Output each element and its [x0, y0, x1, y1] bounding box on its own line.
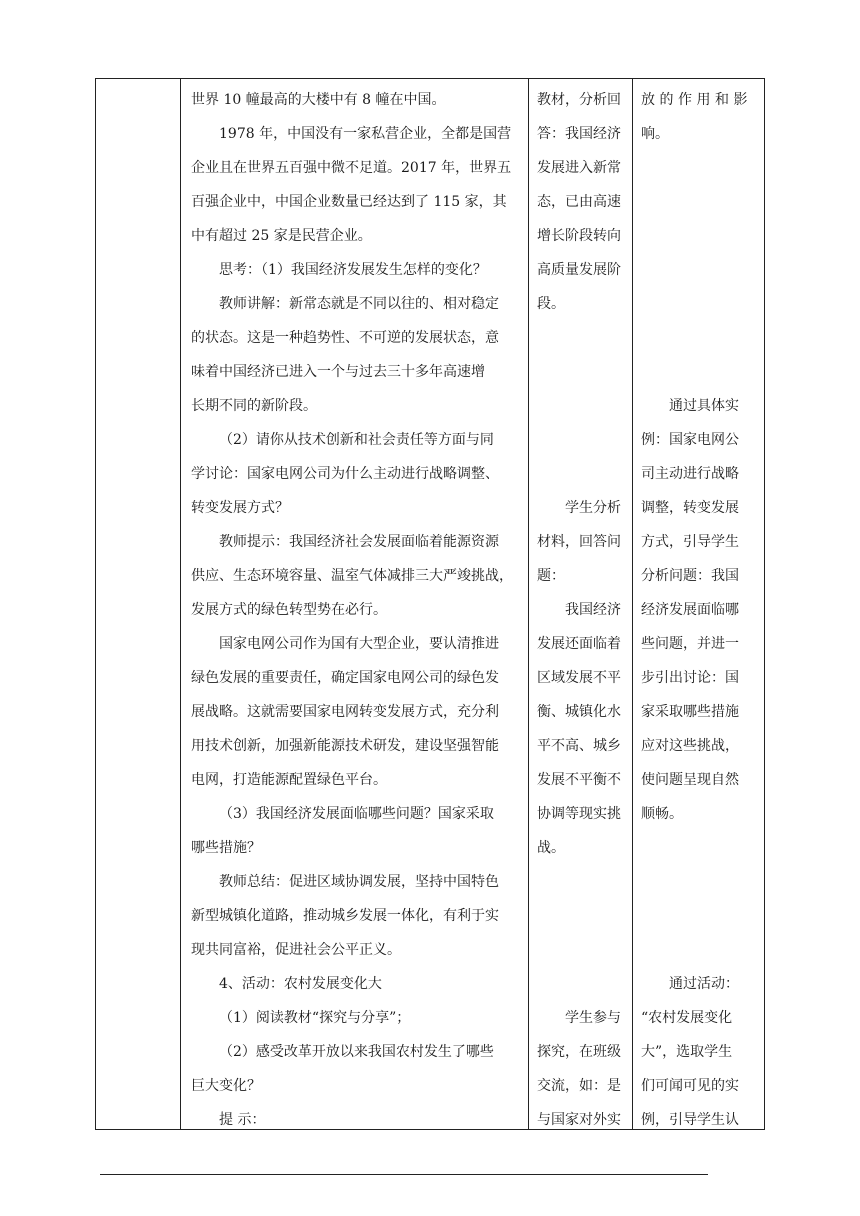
- text-line: 国家电网公司作为国有大型企业，要认清推进: [219, 636, 499, 652]
- text-line: 探究，在班级: [537, 1044, 621, 1060]
- text-line: 思考：（1）我国经济发展发生怎样的变化？: [219, 262, 487, 278]
- text-line: 调整，转变发展: [641, 500, 739, 516]
- text-line: 用技术创新，加强新能源技术研发，建设坚强智能: [191, 738, 499, 754]
- text-line: 步引出讨论：国: [641, 670, 739, 686]
- text-line: 哪些措施？: [191, 840, 261, 856]
- lesson-plan-table: [95, 78, 765, 1130]
- text-line: 巨大变化？: [191, 1078, 261, 1094]
- text-line: 教师讲解：新常态就是不同以往的、相对稳定: [219, 296, 499, 312]
- text-line: 提 示：: [219, 1112, 266, 1128]
- blank-column: [96, 79, 180, 1129]
- text-line: 战。: [537, 840, 565, 856]
- text-line: 分析问题：我国: [641, 568, 739, 584]
- text-line: 协调等现实挑: [537, 806, 621, 822]
- design-intent-column: [633, 79, 764, 1129]
- text-line: 顺畅。: [641, 806, 683, 822]
- text-line: 交流，如：是: [537, 1078, 621, 1094]
- text-line: 高质量发展阶: [537, 262, 621, 278]
- text-line: （1）阅读教材“探究与分享”；: [219, 1010, 411, 1026]
- text-line: 材料，回答问: [537, 534, 621, 550]
- text-line: 题：: [537, 568, 565, 584]
- student-activity-column: [529, 79, 632, 1129]
- text-line: 发展进入新常: [537, 160, 621, 176]
- text-line: 衡、城镇化水: [537, 704, 621, 720]
- text-line: 段。: [537, 296, 565, 312]
- text-line: 家采取哪些措施: [641, 704, 739, 720]
- text-line: 新型城镇化道路，推动城乡发展一体化，有利于实: [191, 908, 499, 924]
- text-line: 绿色发展的重要责任，确定国家电网公司的绿色发: [191, 670, 499, 686]
- text-line: 通过活动：: [669, 976, 739, 992]
- text-line: 世界 10 幢最高的大楼中有 8 幢在中国。: [191, 92, 446, 108]
- text-line: 例，引导学生认: [641, 1112, 739, 1128]
- text-line: 长期不同的新阶段。: [191, 398, 317, 414]
- text-line: 百强企业中，中国企业数量已经达到了 115 家，其: [191, 194, 507, 210]
- text-line: 教师总结：促进区域协调发展，坚持中国特色: [219, 874, 499, 890]
- text-line: 平不高、城乡: [537, 738, 621, 754]
- footer-rule: [100, 1174, 708, 1175]
- text-line: 学生分析: [565, 500, 621, 516]
- text-line: 放的作用和影: [641, 92, 752, 108]
- text-line: 大”，选取学生: [641, 1044, 733, 1060]
- text-line: 区域发展不平: [537, 670, 621, 686]
- text-line: 发展还面临着: [537, 636, 621, 652]
- text-line: 增长阶段转向: [537, 228, 621, 244]
- text-line: 例：国家电网公: [641, 432, 739, 448]
- text-line: 中有超过 25 家是民营企业。: [191, 228, 372, 244]
- text-line: 响。: [641, 126, 669, 142]
- text-line: “农村发展变化: [641, 1010, 733, 1026]
- text-line: 与国家对外实: [537, 1112, 621, 1128]
- text-line: 我国经济: [565, 602, 621, 618]
- teaching-process-column: [181, 79, 528, 1129]
- text-line: 教材，分析回: [537, 92, 621, 108]
- text-line: （2）请你从技术创新和社会责任等方面与同: [219, 432, 494, 448]
- text-line: 方式，引导学生: [641, 534, 739, 550]
- text-line: 4、活动：农村发展变化大: [219, 976, 382, 992]
- text-line: 使问题呈现自然: [641, 772, 739, 788]
- text-line: 司主动进行战略: [641, 466, 739, 482]
- text-line: 学讨论：国家电网公司为什么主动进行战略调整、: [191, 466, 499, 482]
- text-line: 企业且在世界五百强中微不足道。2017 年，世界五: [191, 160, 512, 176]
- text-line: 发展不平衡不: [537, 772, 621, 788]
- text-line: 应对这些挑战，: [641, 738, 739, 754]
- text-line: 教师提示：我国经济社会发展面临着能源资源: [219, 534, 499, 550]
- text-line: 供应、生态环境容量、温室气体减排三大严竣挑战，: [191, 568, 513, 584]
- text-line: 通过具体实: [669, 398, 739, 414]
- text-line: 电网，打造能源配置绿色平台。: [191, 772, 387, 788]
- text-line: 经济发展面临哪: [641, 602, 739, 618]
- text-line: 展战略。这就需要国家电网转变发展方式，充分利: [191, 704, 499, 720]
- text-line: （2）感受改革开放以来我国农村发生了哪些: [219, 1044, 494, 1060]
- text-line: （3）我国经济发展面临哪些问题？国家采取: [219, 806, 494, 822]
- text-line: 的状态。这是一种趋势性、不可逆的发展状态，意: [191, 330, 499, 346]
- text-line: 现共同富裕，促进社会公平正义。: [191, 942, 401, 958]
- text-line: 答：我国经济: [537, 126, 621, 142]
- text-line: 学生参与: [565, 1010, 621, 1026]
- text-line: 味着中国经济已进入一个与过去三十多年高速增: [191, 364, 485, 380]
- text-line: 1978 年，中国没有一家私营企业，全都是国营: [219, 126, 512, 142]
- text-line: 态，已由高速: [537, 194, 621, 210]
- text-line: 发展方式的绿色转型势在必行。: [191, 602, 387, 618]
- text-line: 转变发展方式？: [191, 500, 289, 516]
- text-line: 些问题，并进一: [641, 636, 739, 652]
- text-line: 们可闻可见的实: [641, 1078, 739, 1094]
